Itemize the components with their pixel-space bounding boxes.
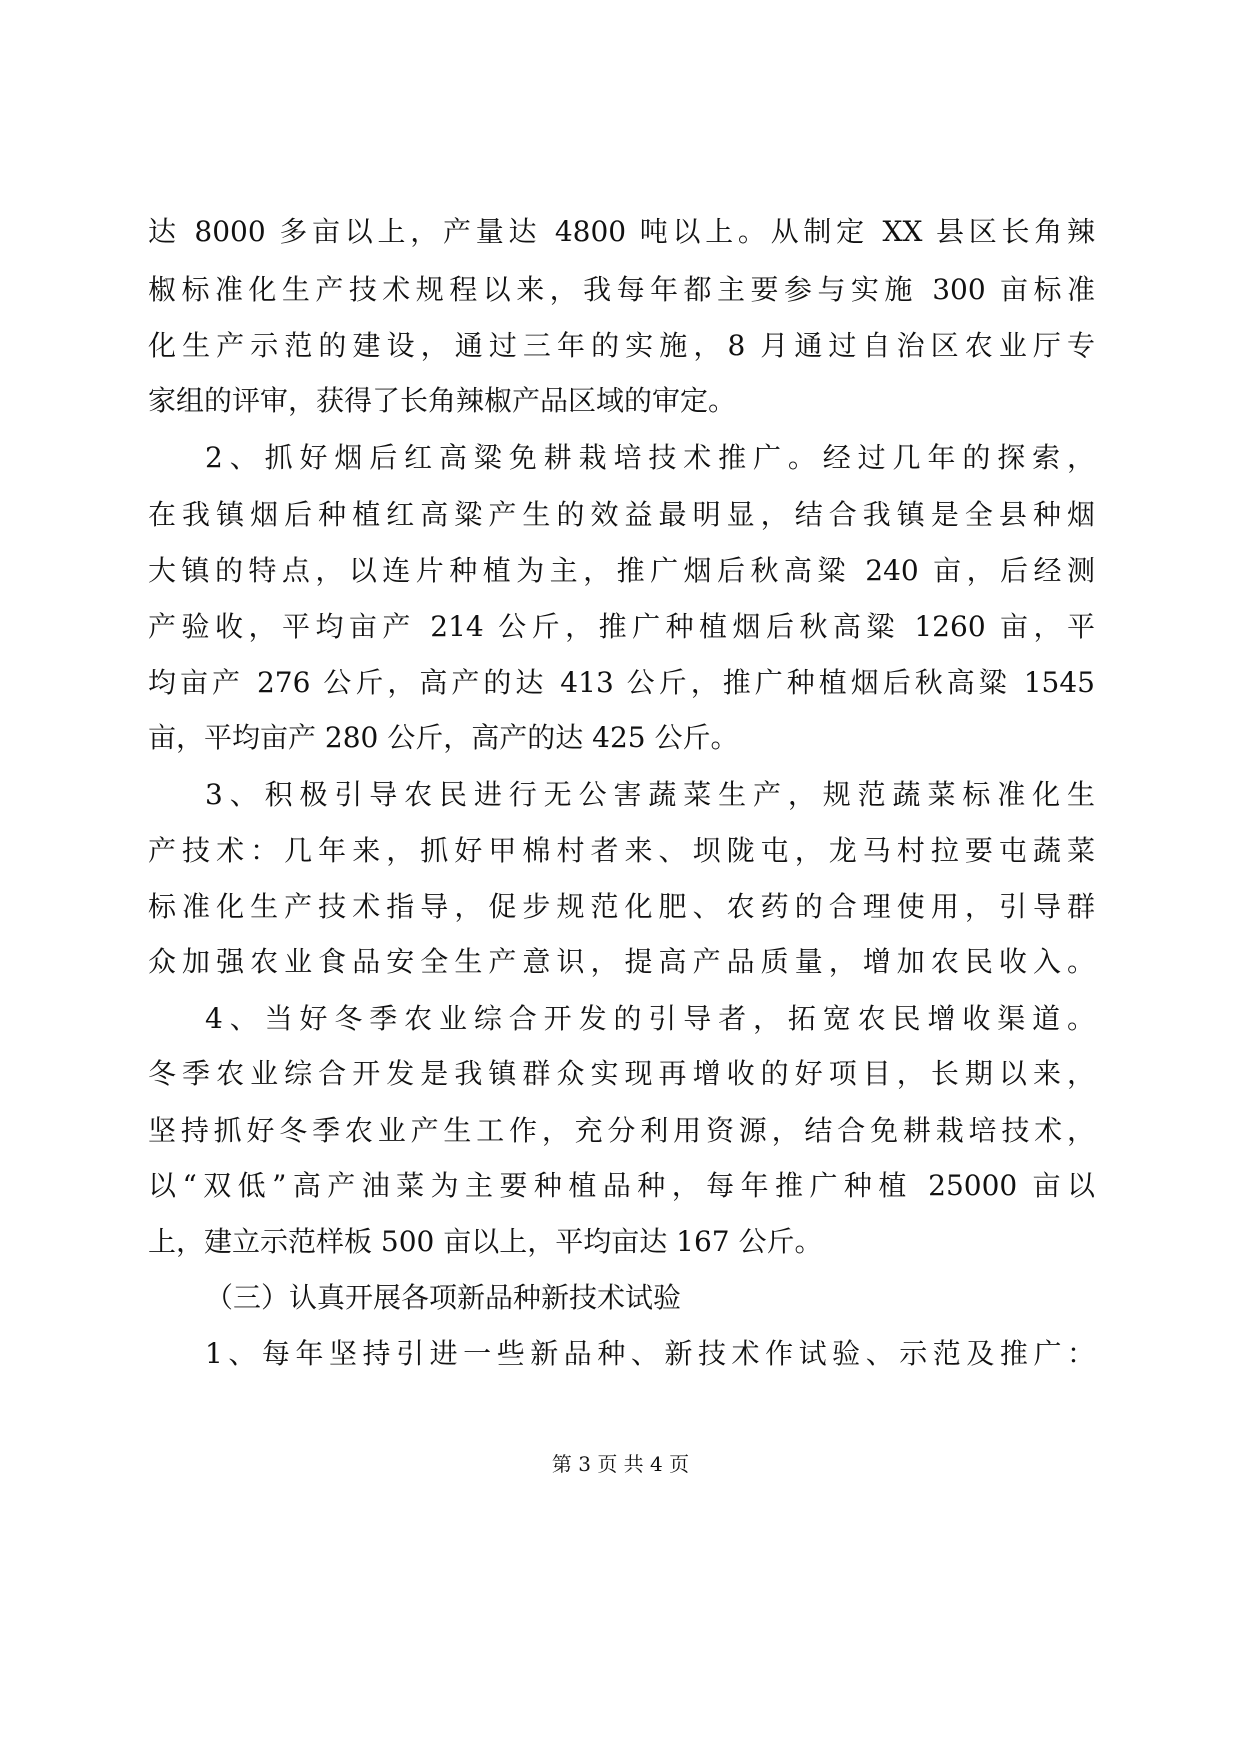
text-line: 上，建立示范样板 500 亩以上，平均亩达 167 公斤。 — [148, 1225, 823, 1258]
text-line: 化生产示范的建设，通过三年的实施，8 月通过自治区农业厅专 — [148, 329, 1095, 362]
text-line: 亩，平均亩产 280 公斤，高产的达 425 公斤。 — [148, 721, 739, 754]
text-line: 在我镇烟后种植红高粱产生的效益最明显，结合我镇是全县种烟 — [148, 498, 1095, 531]
text-line: 众加强农业食品安全生产意识，提高产品质量，增加农民收入。 — [148, 945, 1095, 978]
text-line: 2、抓好烟后红高粱免耕栽培技术推广。经过几年的探索， — [205, 441, 1095, 474]
page-footer: 第 3 页 共 4 页 — [551, 1452, 690, 1476]
text-line: 3、积极引导农民进行无公害蔬菜生产，规范蔬菜标准化生 — [205, 778, 1095, 811]
text-line: 1、每年坚持引进一些新品种、新技术作试验、示范及推广： — [205, 1337, 1095, 1370]
text-line: 产技术：几年来，抓好甲棉村者来、坝陇屯，龙马村拉要屯蔬菜 — [148, 834, 1095, 867]
text-line: 标准化生产技术指导，促步规范化肥、农药的合理使用，引导群 — [148, 890, 1095, 923]
text-line: 均亩产 276 公斤，高产的达 413 公斤，推广种植烟后秋高粱 1545 — [148, 666, 1095, 699]
text-line: 椒标准化生产技术规程以来，我每年都主要参与实施 300 亩标准 — [148, 273, 1095, 306]
text-line: 坚持抓好冬季农业产生工作，充分利用资源，结合免耕栽培技术， — [148, 1114, 1095, 1147]
text-line: 大镇的特点，以连片种植为主，推广烟后秋高粱 240 亩，后经测 — [148, 554, 1095, 587]
text-line: 4、当好冬季农业综合开发的引导者，拓宽农民增收渠道。 — [205, 1002, 1095, 1035]
text-line: 冬季农业综合开发是我镇群众实现再增收的好项目，长期以来， — [148, 1057, 1095, 1090]
text-line: 以“双低”高产油菜为主要种植品种，每年推广种植 25000 亩以 — [148, 1169, 1095, 1202]
text-line: 产验收，平均亩产 214 公斤，推广种植烟后秋高粱 1260 亩，平 — [148, 610, 1095, 643]
text-line: （三）认真开展各项新品种新技术试验 — [205, 1281, 682, 1314]
text-line: 家组的评审，获得了长角辣椒产品区域的审定。 — [148, 384, 737, 417]
text-line: 达 8000 多亩以上，产量达 4800 吨以上。从制定 XX 县区长角辣 — [148, 215, 1095, 248]
